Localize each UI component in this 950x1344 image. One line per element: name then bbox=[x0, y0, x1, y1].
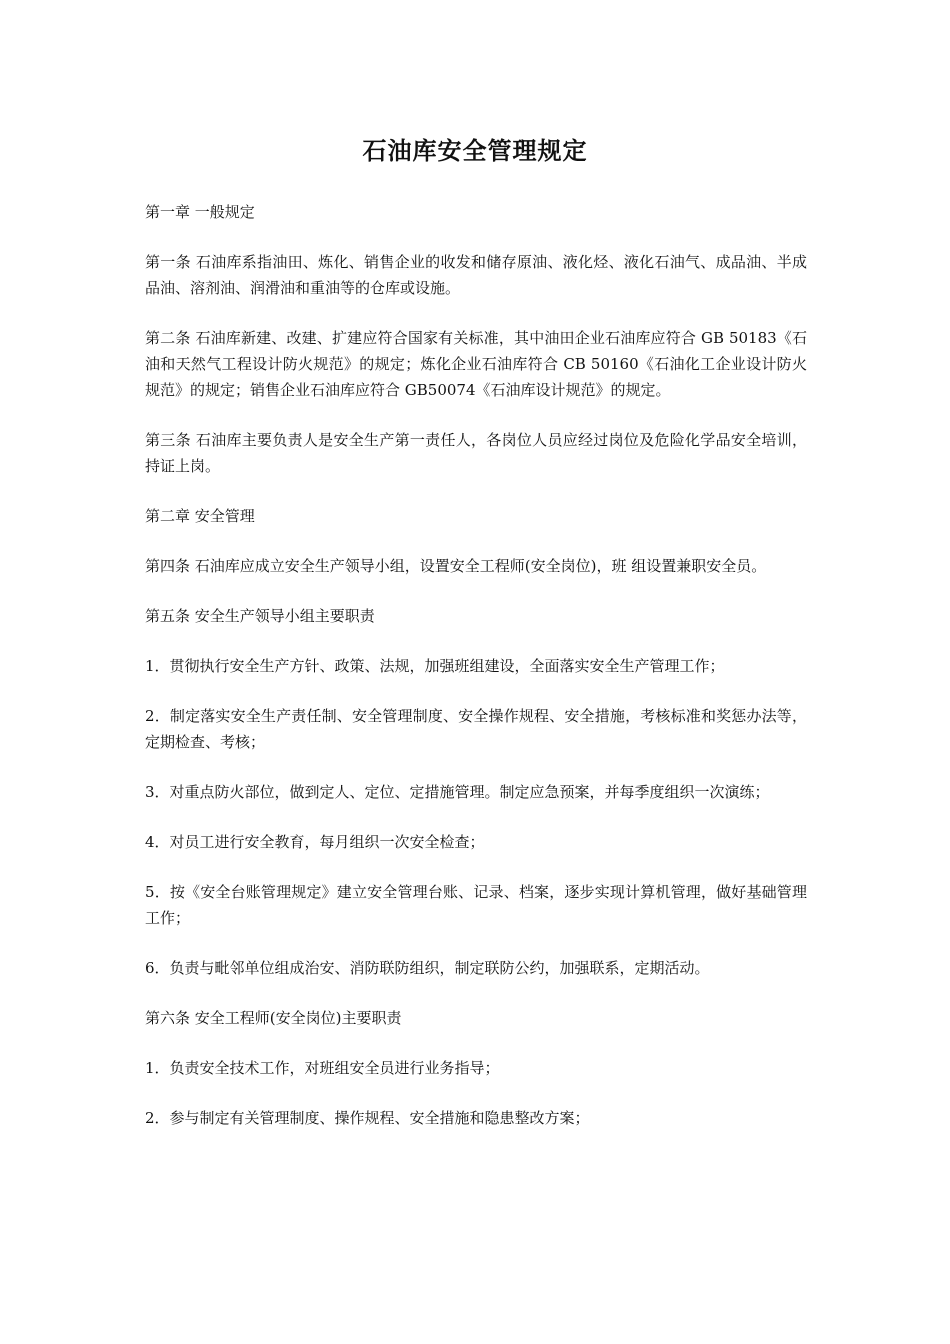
chapter-heading: 第二章 安全管理 bbox=[145, 507, 255, 525]
list-item: 2．制定落实安全生产责任制、安全管理制度、安全操作规程、安全措施，考核标准和奖惩办法等，定期检查、考核； bbox=[145, 707, 807, 751]
list-item: 1．贯彻执行安全生产方针、政策、法规，加强班组建设，全面落实安全生产管理工作； bbox=[145, 657, 725, 675]
list-item: 4．对员工进行安全教育，每月组织一次安全检查； bbox=[145, 833, 485, 851]
list-item: 5．按《安全台账管理规定》建立安全管理台账、记录、档案，逐步实现计算机管理，做好基础管理工作； bbox=[145, 883, 807, 927]
list-item: 2．参与制定有关管理制度、操作规程、安全措施和隐患整改方案； bbox=[145, 1109, 590, 1127]
article-paragraph: 第三条 石油库主要负责人是安全生产第一责任人，各岗位人员应经过岗位及危险化学品安全培训，持证上岗。 bbox=[145, 431, 807, 475]
chapter-heading: 第一章 一般规定 bbox=[145, 203, 255, 221]
article-paragraph: 第六条 安全工程师(安全岗位)主要职责 bbox=[145, 1009, 402, 1027]
document-title: 石油库安全管理规定 bbox=[362, 136, 588, 165]
article-paragraph: 第二条 石油库新建、改建、扩建应符合国家有关标准，其中油田企业石油库应符合 GB 50183《石油和天然气工程设计防火规范》的规定；炼化企业石油库符合 CB 50160《石油化工企业设计防火规范》的规定；销售企业石油库应符合 GB50074《石油库设计规范》的规定。 bbox=[145, 329, 807, 399]
list-item: 1．负责安全技术工作，对班组安全员进行业务指导； bbox=[145, 1059, 500, 1077]
list-item: 6．负责与毗邻单位组成治安、消防联防组织，制定联防公约，加强联系，定期活动。 bbox=[145, 959, 710, 977]
article-paragraph: 第五条 安全生产领导小组主要职责 bbox=[145, 607, 375, 625]
article-paragraph: 第一条 石油库系指油田、炼化、销售企业的收发和储存原油、液化烃、液化石油气、成品油、半成品油、溶剂油、润滑油和重油等的仓库或设施。 bbox=[145, 253, 807, 297]
article-paragraph: 第四条 石油库应成立安全生产领导小组，设置安全工程师(安全岗位)，班 组设置兼职安全员。 bbox=[145, 557, 767, 575]
document-body bbox=[145, 199, 807, 1155]
list-item: 3．对重点防火部位，做到定人、定位、定措施管理。制定应急预案，并每季度组织一次演练； bbox=[145, 783, 770, 801]
